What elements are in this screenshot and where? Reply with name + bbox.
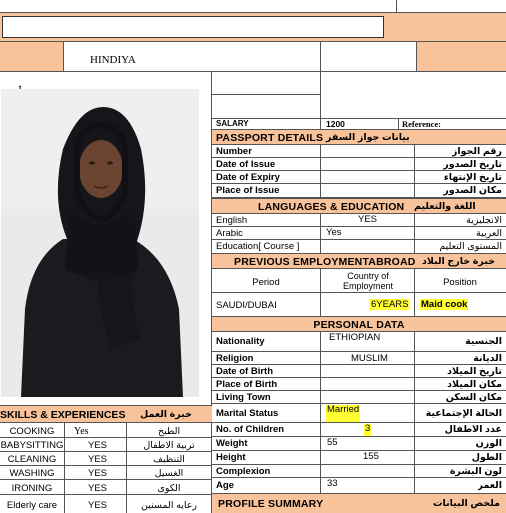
profile-title-ar: ملخص البيانات <box>432 498 500 509</box>
personal-row <box>212 390 506 403</box>
skill-label: IRONING <box>11 483 53 494</box>
period-column-header: Period <box>252 277 280 288</box>
passport-row <box>212 170 506 183</box>
emp-data-divider-2 <box>414 293 415 317</box>
candidate-photo <box>1 89 199 397</box>
profile-title-en: PROFILE SUMMARY <box>218 498 324 510</box>
personal-field-label: Religion <box>216 354 254 364</box>
skill-row-divider <box>64 495 65 513</box>
personal-row-divider <box>320 332 321 352</box>
personal-row-divider-2 <box>414 437 415 451</box>
language-value[interactable]: YES <box>358 215 378 225</box>
language-label: Arabic <box>216 229 243 239</box>
employment-title-en: PREVIOUS EMPLOYMENTABROAD <box>234 256 416 268</box>
personal-field-label-ar: مكان الميلاد <box>447 380 502 390</box>
skill-label-ar: التنظيف <box>153 454 185 465</box>
salary-label: SALARY <box>216 120 249 128</box>
language-row <box>212 226 506 239</box>
passport-field-label: Number <box>216 147 252 157</box>
skills-title-ar: خبرة العمل <box>140 409 192 420</box>
skill-row-divider <box>64 438 65 452</box>
person-photo-illustration <box>1 89 199 397</box>
right-blank-hline <box>212 94 320 95</box>
language-label: English <box>216 216 248 226</box>
personal-field-label: Height <box>216 453 246 463</box>
personal-field-label-ar: الديانة <box>473 354 502 364</box>
passport-field-label: Date of Issue <box>216 160 276 170</box>
skill-label: CLEANING <box>7 454 57 465</box>
personal-field-value[interactable]: MUSLIM <box>351 354 388 364</box>
personal-field-label-ar: تاريخ الميلاد <box>447 367 502 377</box>
personal-row <box>212 351 506 364</box>
skill-row <box>0 479 212 494</box>
candidate-name: HINDIYA <box>90 54 136 66</box>
passport-row-divider <box>320 184 321 197</box>
skills-header <box>0 405 212 422</box>
passport-field-label-ar: رقم الجواز <box>451 147 502 157</box>
languages-title-ar: اللغة والتعليم <box>414 201 476 212</box>
skill-value[interactable]: YES <box>88 440 108 451</box>
emp-col-divider-1 <box>320 269 321 293</box>
passport-field-label-ar: تاريخ الصدور <box>443 160 502 170</box>
personal-title: PERSONAL DATA <box>313 319 405 331</box>
passport-field-label-ar: مكان الصدور <box>443 186 502 196</box>
personal-field-label: Date of Birth <box>216 367 273 377</box>
personal-field-label: Nationality <box>216 337 265 347</box>
personal-row <box>212 331 506 351</box>
skill-row <box>0 494 212 513</box>
language-row-divider <box>320 240 321 253</box>
skill-row <box>0 451 212 465</box>
passport-bottom-line <box>212 197 506 198</box>
personal-field-value[interactable]: Married <box>326 405 360 423</box>
language-row-divider-2 <box>414 240 415 253</box>
right-blank-box <box>212 72 506 118</box>
passport-field-label: Date of Expiry <box>216 173 280 183</box>
skill-label: BABYSITTING <box>0 440 64 451</box>
personal-field-label-ar: مكان السكن <box>445 393 502 403</box>
top-right-blank-box <box>396 0 506 12</box>
passport-field-label-ar: تاريخ الإنتهاء <box>443 173 502 183</box>
skill-label: COOKING <box>9 426 55 437</box>
personal-row <box>212 450 506 464</box>
languages-title-en: LANGUAGES & EDUCATION <box>258 201 405 213</box>
personal-header <box>212 316 506 331</box>
personal-field-label: Complexion <box>216 467 271 477</box>
personal-row <box>212 403 506 422</box>
personal-field-label-ar: عدد الأطفال <box>444 425 502 435</box>
passport-row <box>212 144 506 157</box>
personal-row-divider <box>320 437 321 451</box>
personal-field-label-ar: لون البشرة <box>449 467 502 477</box>
skill-value[interactable]: YES <box>88 483 108 494</box>
passport-row-divider-2 <box>414 184 415 197</box>
personal-row <box>212 464 506 477</box>
skill-label-ar: تربية الاطفال <box>143 440 195 451</box>
salary-row <box>212 118 506 129</box>
header-name-field[interactable] <box>2 16 384 38</box>
personal-field-label-ar: الحالة الإجتماعية <box>425 409 502 419</box>
profile-header <box>212 493 506 513</box>
personal-row-divider-2 <box>414 451 415 465</box>
personal-field-label: Marital Status <box>216 409 279 419</box>
personal-field-value[interactable]: 155 <box>363 452 379 462</box>
skill-row-divider <box>64 480 65 495</box>
employment-years: 6YEARS <box>371 299 409 310</box>
skill-value[interactable]: YES <box>88 500 108 511</box>
employment-country: SAUDI/DUBAI <box>216 300 277 311</box>
skill-row <box>0 437 212 451</box>
personal-field-label-ar: الوزن <box>475 439 502 449</box>
language-label-ar: المستوى التعليم <box>439 242 502 252</box>
language-row <box>212 213 506 226</box>
skills-title-en: SKILLS & EXPERIENCES <box>0 409 126 421</box>
skill-label-ar: الكوى <box>157 483 181 494</box>
personal-field-label: No. of Children <box>216 425 285 435</box>
skill-row <box>0 465 212 479</box>
personal-row <box>212 364 506 377</box>
skill-label-ar: رعايه المسنين <box>141 500 197 511</box>
right-blank-divider <box>320 72 321 118</box>
employment-position: Maid cook <box>421 299 468 310</box>
passport-title-ar: بيانات جواز السفر <box>326 132 410 143</box>
skill-label: Elderly care <box>6 500 58 511</box>
personal-field-label: Age <box>216 481 234 491</box>
personal-row-divider-2 <box>414 404 415 423</box>
language-value[interactable]: Yes <box>326 228 342 238</box>
skill-label-ar: الغسيل <box>154 468 184 479</box>
country-column-header: Country of Employment <box>342 271 394 291</box>
name-row-right-fill <box>416 42 506 71</box>
personal-row-divider <box>320 423 321 437</box>
personal-field-label-ar: الجنسية <box>465 337 502 347</box>
passport-header <box>212 129 506 144</box>
skill-row-divider <box>64 423 65 438</box>
skill-label: WASHING <box>9 468 55 479</box>
passport-title-en: PASSPORT DETAILS <box>216 132 324 144</box>
language-label-ar: الانجليزية <box>466 216 502 226</box>
emp-data-divider-1 <box>320 293 321 317</box>
personal-row-divider <box>320 478 321 494</box>
language-label: Education[ Course ] <box>216 242 300 252</box>
personal-row <box>212 477 506 493</box>
name-row <box>0 42 506 72</box>
personal-field-label-ar: العمر <box>477 481 502 491</box>
languages-header <box>212 198 506 213</box>
employment-data-row <box>212 292 506 316</box>
skill-value[interactable]: YES <box>88 468 108 479</box>
employment-header <box>212 253 506 268</box>
personal-row <box>212 436 506 450</box>
passport-row <box>212 183 506 196</box>
personal-row-divider <box>320 404 321 423</box>
personal-field-label: Living Town <box>216 393 271 403</box>
reference-label: Reference: <box>402 120 442 129</box>
personal-row-divider-2 <box>414 332 415 352</box>
skill-row-divider <box>64 466 65 480</box>
name-row-left-fill <box>0 42 64 71</box>
personal-field-value[interactable]: 55 <box>327 438 338 448</box>
skill-value[interactable]: YES <box>88 454 108 465</box>
skill-label-ar: الطبخ <box>157 426 181 437</box>
employment-columns-row <box>212 268 506 292</box>
employment-title-ar: خبرة خارج البلاد <box>422 256 496 267</box>
personal-field-label: Place of Birth <box>216 380 278 390</box>
skill-row <box>0 422 212 437</box>
passport-row <box>212 157 506 170</box>
personal-field-label: Weight <box>216 439 248 449</box>
salary-value: 1200 <box>326 120 345 129</box>
personal-field-value[interactable]: ETHIOPIAN <box>329 333 381 343</box>
language-label-ar: العربية <box>476 229 502 239</box>
position-column-header: Position <box>443 277 477 288</box>
skill-row-divider <box>64 452 65 466</box>
language-row <box>212 239 506 252</box>
personal-row-divider-2 <box>414 423 415 437</box>
personal-row-divider <box>320 451 321 465</box>
personal-row-divider-2 <box>414 478 415 494</box>
personal-row <box>212 422 506 436</box>
name-row-divider <box>320 42 321 71</box>
personal-row <box>212 377 506 390</box>
personal-field-value[interactable]: 3 <box>364 424 371 437</box>
personal-field-value[interactable]: 33 <box>327 479 338 489</box>
skill-value[interactable]: Yes <box>74 426 89 437</box>
personal-field-label-ar: الطول <box>471 453 502 463</box>
passport-field-label: Place of Issue <box>216 186 280 196</box>
